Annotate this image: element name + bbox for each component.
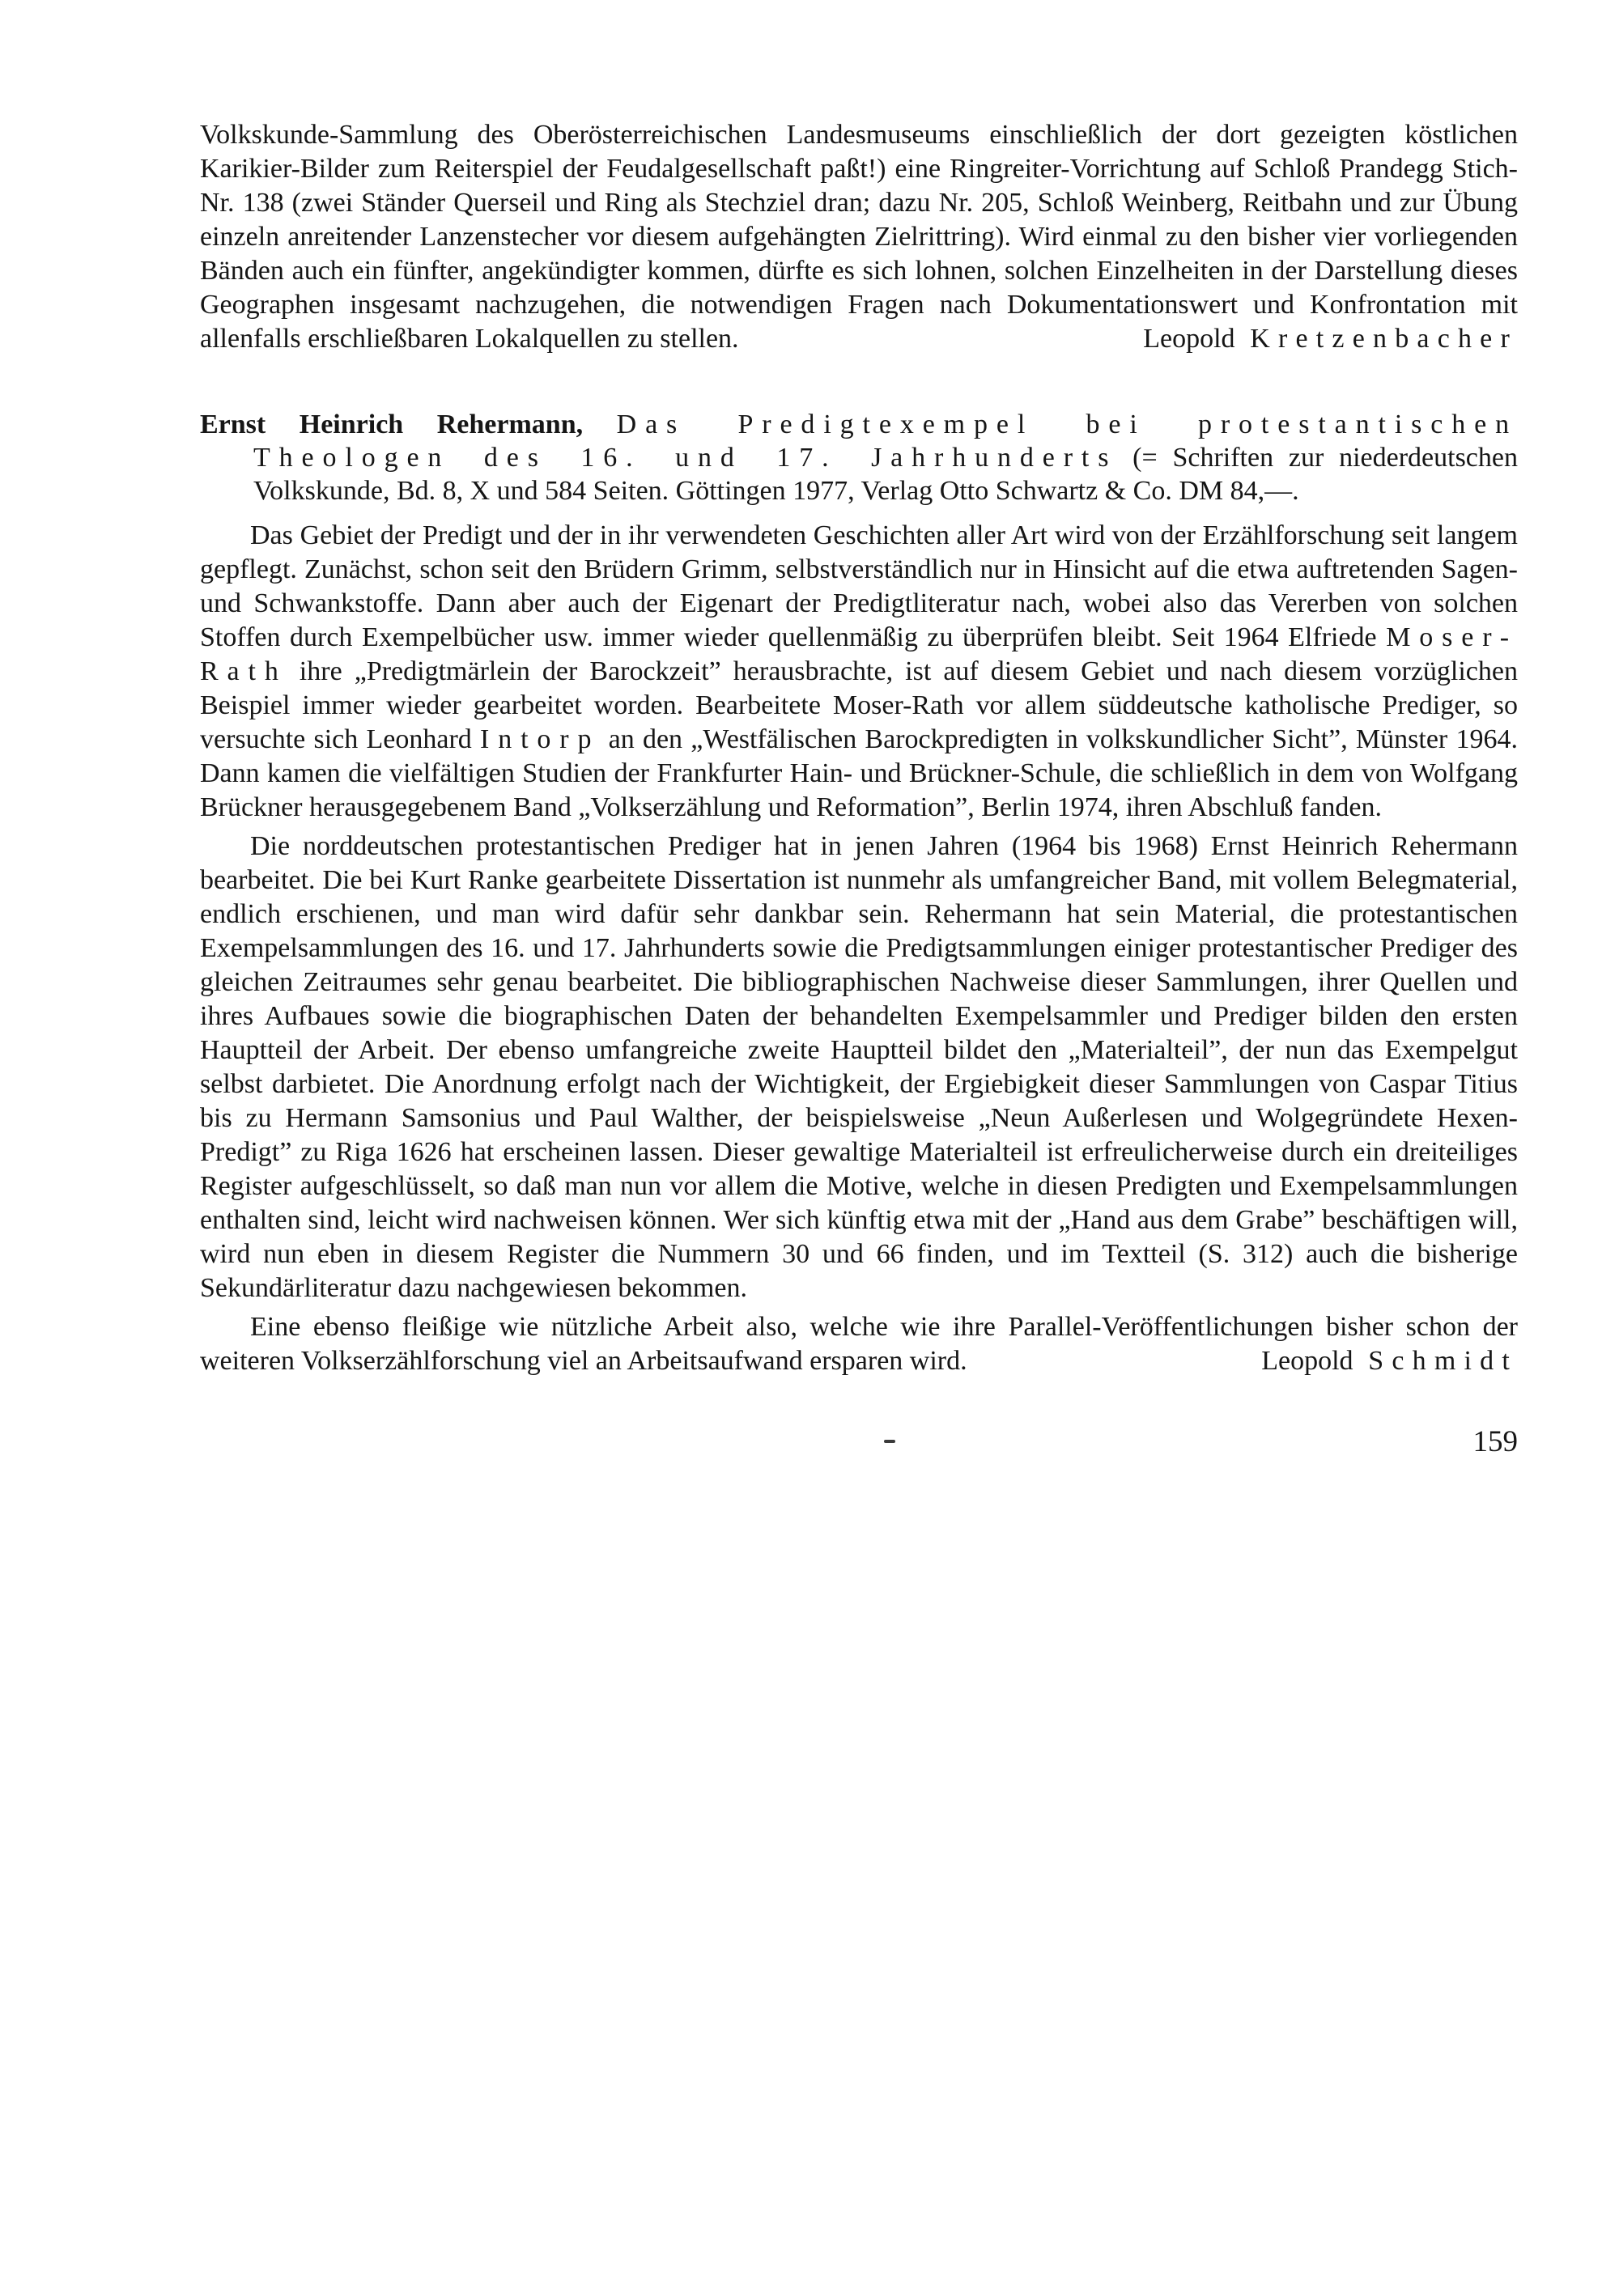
- text-segment: (= Schriften zur niederdeutschen Volkskunde, Bd. 8, X und 584 Seiten. Göttingen 1977, Verlag Otto Schwartz & Co. DM 84,—.: [253, 443, 1518, 506]
- text-segment: Volkskunde-Sammlung des Oberösterreichischen Landesmuseums einschließlich der dort gezeigten köstlichen Karikier-Bilder zum Reiterspiel der Feudalgesellschaft paßt!) eine Ringreiter-Vorrichtung auf Schloß Prandegg Stich-Nr. 138 (zwei Ständer Querseil und Ring als Stechziel dran; dazu Nr. 205, Schloß Weinberg, Reitbahn und zur Übung einzeln anreitender Lanzenstecher vor diesem aufgehängten Zielrittring). Wird einmal zu den bisher vier vorliegenden Bänden auch ein fünfter, angekündigter kommen, dürfte es sich lohnen, solchen Einzelheiten in der Darstellung dieses Geographen insgesamt nachzugehen, die notwendigen Fragen nach Dokumentationswert und Konfrontation mit allenfalls erschließbaren Lokalquellen zu stellen.: [200, 120, 1518, 354]
- reviewer-signature: [1229, 1344, 1518, 1378]
- paragraph: [200, 1310, 1518, 1378]
- review-text-blocks: [200, 118, 1518, 1378]
- text-column: [200, 118, 1518, 1461]
- text-segment: Eine ebenso fleißige wie nützliche Arbeit also, welche wie ihre Parallel-Veröffentlichungen bisher schon der weiteren Volkserzählforschung viel an Arbeitsaufwand ersparen wird.: [200, 1312, 1518, 1376]
- paragraph: [200, 519, 1518, 825]
- reviewer-signature: [1111, 322, 1518, 356]
- spaced-text: Intorp: [480, 724, 601, 754]
- text-segment: ihre „Predigtmärlein der Barockzeit” herausbrachte, ist auf diesem Gebiet und nach diesem vorzüglichen Beispiel immer wieder gearbeitet worden. Bearbeitete Moser-Rath vor allem süddeutsche katholische Prediger, so versuchte sich Leonhard: [200, 656, 1518, 754]
- text-segment: Das Gebiet der Predigt und der in ihr verwendeten Geschichten aller Art wird von der Erzählforschung seit langem gepflegt. Zunächst, schon seit den Brüdern Grimm, selbstverständlich nur in Hinsicht auf die etwa auftretenden Sagen- und Schwankstoffe. Dann aber auch der Eigenart der Predigtliteratur nach, wobei also das Vererben von solchen Stoffen durch Exempelbücher usw. immer wieder quellenmäßig zu überprüfen bleibt. Seit 1964 Elfriede: [200, 520, 1518, 652]
- page-number: 159: [1472, 1425, 1518, 1458]
- paragraph: [200, 830, 1518, 1305]
- text-segment: an den „Westfälischen Barockpredigten in volkskundlicher Sicht”, Münster 1964. Dann kamen die vielfältigen Studien der Frankfurter Hain- und Brückner-Schule, die schließlich in dem von Wolfgang Brückner herausgegebenem Band „Volkserzählung und Reformation”, Berlin 1974, ihren Abschluß fanden.: [200, 724, 1518, 822]
- reviewer-last-name: Kretzenbacher: [1250, 324, 1518, 354]
- paragraph: [200, 118, 1518, 356]
- reviewer-first-name: Leopold: [1143, 324, 1235, 354]
- text-segment: Die norddeutschen protestantischen Prediger hat in jenen Jahren (1964 bis 1968) Ernst Heinrich Rehermann bearbeitet. Die bei Kurt Ranke gearbeitete Dissertation ist nunmehr als umfangreicher Band, mit vollem Belegmaterial, endlich erschienen, und man wird dafür sehr dankbar sein. Rehermann hat sein Material, die protestantischen Exempelsammlungen des 16. und 17. Jahrhunderts sowie die Predigtsammlungen einiger protestantischer Prediger des gleichen Zeitraumes sehr genau bearbeitet. Die bibliographischen Nachweise dieser Sammlungen, ihrer Quellen und ihres Aufbaues sowie die biographischen Daten der behandelten Exempelsammler und Prediger bilden den ersten Hauptteil der Arbeit. Der ebenso umfangreiche zweite Hauptteil bildet den „Materialteil”, der nun das Exempelgut selbst darbietet. Die Anordnung erfolgt nach der Wichtigkeit, der Ergiebigkeit dieser Sammlungen von Caspar Titius bis zu Hermann Samsonius und Paul Walther, der beispielsweise „Neun Außerlesen und Wolgegründete Hexen-Predigt” zu Riga 1626 hat erscheinen lassen. Dieser gewaltige Materialteil ist erfreulicherweise durch ein dreiteiliges Register aufgeschlüsselt, so daß man nun vor allem die Motive, welche in diesen Predigten und Exempelsammlungen enthalten sind, leicht wird nachweisen können. Wer sich künftig etwa mit der „Hand aus dem Grabe” beschäftigen will, wird nun eben in diesem Register die Nummern 30 und 66 finden, und im Textteil (S. 312) auch die bisherige Sekundärliteratur dazu nachgewiesen bekommen.: [200, 831, 1518, 1303]
- reviewer-last-name: Schmidt: [1368, 1346, 1518, 1376]
- page-footer: [200, 1424, 1518, 1461]
- bold-text: Ernst Heinrich Rehermann,: [200, 410, 617, 439]
- review-heading: [200, 408, 1518, 507]
- spaced-text: Moser-Rath: [200, 622, 1518, 686]
- scan-artifact-dash: [884, 1440, 895, 1443]
- spaced-text: Das Predigtexempel bei protestantischen Theologen des 16. und 17. Jahrhunderts: [253, 410, 1518, 473]
- reviewer-first-name: Leopold: [1261, 1346, 1353, 1376]
